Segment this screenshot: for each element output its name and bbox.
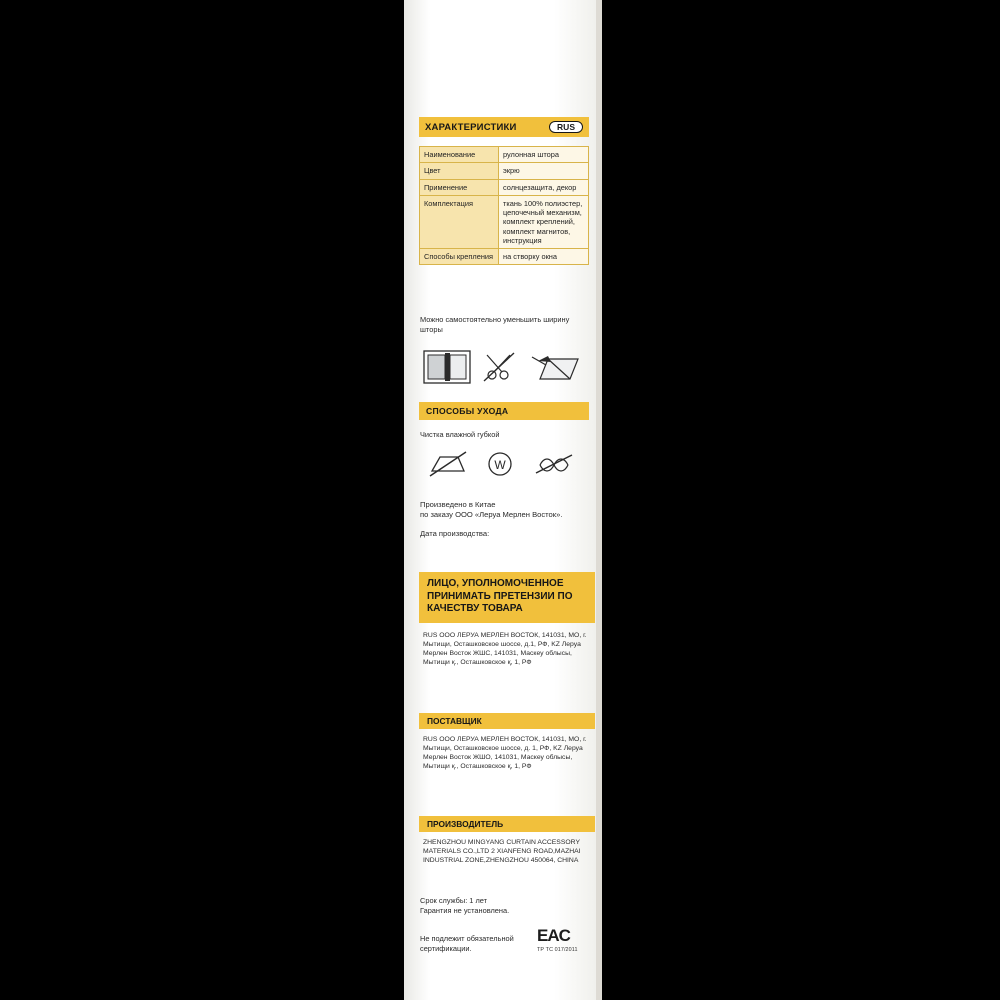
do-not-wring-icon [536, 455, 572, 473]
no-scissors-icon [484, 353, 514, 381]
eac-icon [537, 925, 587, 945]
origin-block [420, 500, 596, 521]
supplier-header: ПОСТАВЩИК [419, 713, 595, 729]
spec-value: экрю [499, 163, 589, 179]
eac-mark-block [537, 925, 597, 953]
care-title: СПОСОБЫ УХОДА [426, 406, 509, 416]
care-note: Чистка влажной губкой [420, 430, 500, 439]
cut-fabric-icon [532, 356, 578, 379]
table-row [420, 195, 589, 248]
origin-line-1: Произведено в Китае [420, 500, 496, 509]
language-badge: RUS [549, 121, 583, 134]
production-date: Дата производства: [420, 529, 490, 538]
responsible-party-body: RUS ООО ЛЕРУА МЕРЛЕН ВОСТОК, 141031, МО, г. Мытищи, Осташковское шоссе, д.1, РФ, KZ Леруа Мерлен Восток ЖШС, 141031, Маскеу облысы, Мытищи қ., Осташковское қ, 1, РФ [423, 632, 587, 667]
characteristics-header [419, 117, 589, 137]
spec-key: Комплектация [420, 195, 499, 248]
blind-width-icon [424, 351, 470, 383]
spec-key: Способы крепления [420, 249, 499, 265]
manufacturer-body: ZHENGZHOU MINGYANG CURTAIN ACCESSORY MATERIALS CO.,LTD 2 XIANFENG ROAD,MAZHAI INDUSTRIAL ZONE,ZHENGZHOU 450064, CHINA [423, 839, 581, 865]
resize-note: Можно самостоятельно уменьшить ширину шторы [420, 315, 570, 334]
service-life-block [420, 896, 596, 917]
svg-text:EAC: EAC [537, 926, 570, 945]
spec-key: Цвет [420, 163, 499, 179]
care-header [419, 402, 589, 420]
resize-icon-row [420, 345, 590, 387]
service-life: Срок службы: 1 лет [420, 896, 488, 905]
table-row [420, 179, 589, 195]
spec-key: Наименование [420, 147, 499, 163]
tr-ts-number: ТР ТС 017/2011 [537, 947, 578, 953]
origin-line-2: по заказу ООО «Леруа Мерлен Восток». [420, 510, 563, 520]
spec-value: солнцезащита, декор [499, 179, 589, 195]
responsible-party-header: ЛИЦО, УПОЛНОМОЧЕННОЕ ПРИНИМАТЬ ПРЕТЕНЗИИ ПО КАЧЕСТВУ ТОВАРА [419, 572, 595, 623]
characteristics-title: ХАРАКТЕРИСТИКИ [425, 121, 517, 133]
svg-text:W: W [494, 458, 506, 472]
spec-value: рулонная штора [499, 147, 589, 163]
table-row [420, 249, 589, 265]
spec-value: на створку окна [499, 249, 589, 265]
warranty: Гарантия не установлена. [420, 906, 510, 916]
spec-key: Применение [420, 179, 499, 195]
table-row [420, 163, 589, 179]
professional-wet-cleaning-icon [489, 453, 511, 475]
manufacturer-header: ПРОИЗВОДИТЕЛЬ [419, 816, 595, 832]
do-not-iron-icon [430, 452, 466, 476]
label-content [404, 0, 602, 1000]
care-icon-row [422, 443, 592, 483]
no-certification-note: Не подлежит обязательной сертификации. [420, 934, 514, 954]
specs-table [419, 146, 589, 265]
supplier-body: RUS ООО ЛЕРУА МЕРЛЕН ВОСТОК, 141031, МО, г. Мытищи, Осташковское шоссе, д. 1, РФ, KZ Леруа Мерлен Восток ЖШО, 141031, Маскеу облысы, Мытищи қ., Осташковское қ, 1, РФ [423, 736, 587, 771]
table-row [420, 147, 589, 163]
spec-value: ткань 100% полиэстер, цепочечный механизм, комплект креплений, комплект магнитов, инструкция [499, 195, 589, 248]
